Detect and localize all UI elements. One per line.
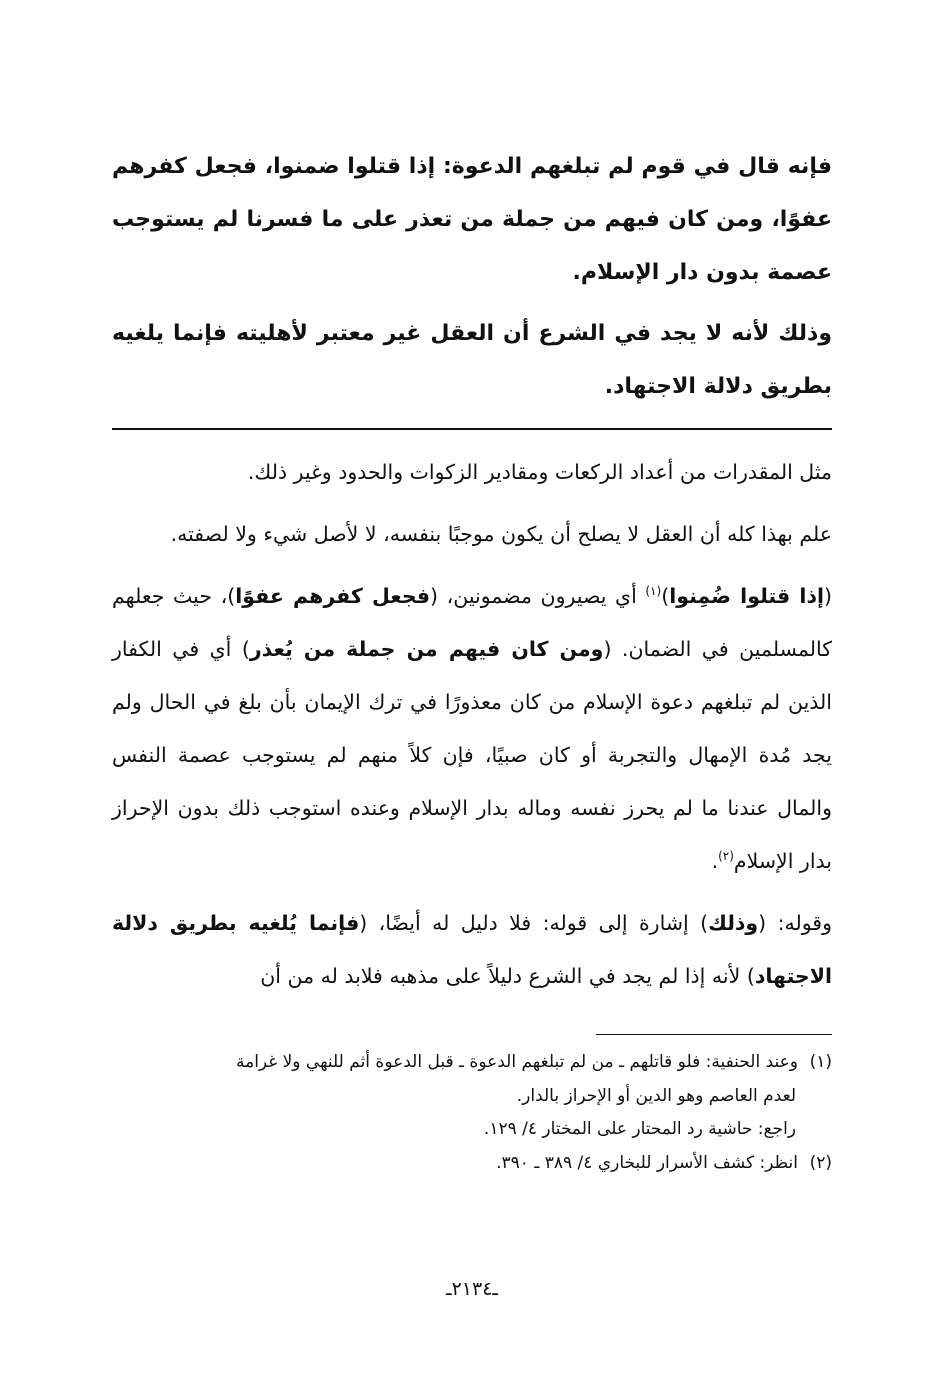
close-paren: ) xyxy=(227,584,236,608)
commentary-paragraph: علم بهذا كله أن العقل لا يصلح أن يكون موجبًا بنفسه، لا لأصل شيء ولا لصفته. xyxy=(170,522,832,546)
main-text xyxy=(112,140,832,413)
page-number: ـ٢١٣٤ـ xyxy=(446,1278,498,1300)
commentary-paragraph: مثل المقدرات من أعداد الركعات ومقادير الزكوات والحدود وغير ذلك. xyxy=(247,460,832,484)
footnote-ref: (٢) xyxy=(718,849,734,864)
commentary-span: أي يصيرون مضمونين، xyxy=(438,584,646,608)
main-paragraph xyxy=(112,140,832,299)
open-paren: ( xyxy=(359,911,368,935)
footnote-1 xyxy=(112,1046,832,1080)
commentary-span: ، حيث جعلهم كالمسلمين في الضمان. xyxy=(112,584,832,661)
commentary-span: لأنه إذا لم يجد في الشرع دليلاً على مذهبه فلابد له من أن xyxy=(260,964,747,988)
commentary-text xyxy=(112,446,832,1003)
footnote-text: وعند الحنفية: فلو قاتلهم ـ من لم تبلغهم الدعوة ـ قبل الدعوة أثم للنهي ولا غرامة xyxy=(235,1052,798,1072)
footnote-separator-rule xyxy=(596,1034,832,1035)
commentary-span: أي في الكفار الذين لم تبلغهم دعوة الإسلام من كان معذورًا في ترك الإيمان بأن بلغ في الحال ولم يجد مُدة الإمهال والتجربة أو كان صبيًا، فإن كلاً منهم لم يستوجب عصمة النفس والمال عندنا ما لم يحرز نفسه وماله بدار الإسلام وعنده استوجب ذلك بدون الإحراز بدار الإسلام xyxy=(112,637,832,873)
main-line: دار الإسلام. xyxy=(572,260,699,285)
commentary-paragraph xyxy=(112,570,832,888)
main-line: بطريق دلالة الاجتهاد. xyxy=(604,374,832,399)
main-paragraph xyxy=(112,307,832,413)
quoted-matn: إذا قتلوا ضُمِنوا xyxy=(669,584,824,608)
footnotes xyxy=(112,1046,832,1180)
main-line: ومن كان فيهم من جملة من تعذر على ما فسرنا لم يستوجب عصمة بدون xyxy=(112,207,832,285)
close-paren: ) xyxy=(661,584,670,608)
quoted-matn: ومن كان فيهم من جملة من يُعذر xyxy=(249,637,604,661)
footnote-text: انظر: كشف الأسرار للبخاري ٤/ ٣٨٩ ـ ٣٩٠. xyxy=(496,1152,798,1173)
commentary-span: إشارة إلى قوله: فلا دليل له أيضًا، xyxy=(367,911,701,935)
quoted-matn: فجعل كفرهم عفوًا xyxy=(235,584,431,608)
main-line: وذلك لأنه لا يجد في الشرع أن العقل غير معتبر لأهليته فإنما يلغيه xyxy=(112,321,832,346)
commentary-span: وقوله: xyxy=(766,911,832,935)
footnote-1-reference: راجع: حاشية رد المحتار على المختار ٤/ ١٢٩. xyxy=(483,1119,796,1139)
main-line: فإنه قال في قوم لم تبلغهم الدعوة: إذا قتلوا ضمنوا، فجعل كفرهم عفوًا، xyxy=(112,154,832,232)
quoted-matn: فإنما يُلغيه بطريق دلالة الاجتهاد xyxy=(112,911,832,988)
footnote-2 xyxy=(112,1147,832,1181)
commentary-paragraph xyxy=(112,897,832,1003)
footnote-1-continued: لعدم العاصم وهو الدين أو الإحراز بالدار. xyxy=(516,1085,796,1106)
main-separator-rule xyxy=(112,428,832,430)
footnote-number: (١) xyxy=(809,1052,832,1072)
open-paren: ( xyxy=(603,637,612,661)
open-paren: ( xyxy=(758,911,767,935)
footnote-number: (٢) xyxy=(809,1152,832,1173)
open-paren: ( xyxy=(430,584,439,608)
open-paren: ( xyxy=(824,584,832,608)
footnote-ref: (١) xyxy=(645,584,662,599)
quoted-matn: وذلك xyxy=(708,911,759,935)
close-paren: ) xyxy=(746,964,755,988)
commentary-span: . xyxy=(711,849,719,873)
close-paren: ) xyxy=(241,637,250,661)
close-paren: ) xyxy=(700,911,709,935)
